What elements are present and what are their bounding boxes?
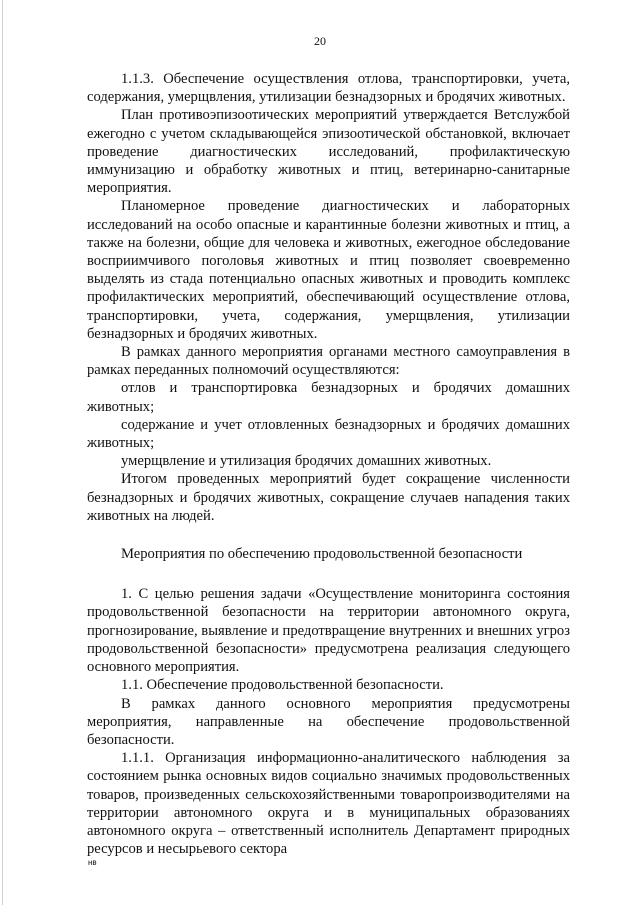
document-body	[87, 70, 570, 858]
paragraph-1-1-1: 1.1.1. Организация информационно-аналитического наблюдения за состоянием рынка основных видов социально значимых продовольственных товаров, произведенных сельскохозяйственными товаропроизводителями на территории автономного округа и в муниципальных образованиях автономного округа – ответственный исполнитель Департамент природных ресурсов и несырьевого сектора	[87, 750, 570, 858]
list-item-keeping: содержание и учет отловленных безнадзорных и бродячих домашних животных;	[87, 416, 570, 452]
paragraph-result: Итогом проведенных мероприятий будет сокращение численности безнадзорных и бродячих животных, сокращение случаев нападения таких животных на людей.	[87, 471, 570, 524]
page-number: 20	[314, 34, 326, 48]
paragraph-plan: План противоэпизоотических мероприятий утверждается Ветслужбой ежегодно с учетом складывающейся эпизоотической обстановкой, включает проведение диагностических исследований, профилактическую иммунизацию и обработку животных и птиц, ветеринарно-санитарные мероприятия.	[87, 107, 570, 197]
paragraph-within-framework: В рамках данного основного мероприятия предусмотрены мероприятия, направленные на обеспечение продовольственной безопасности.	[87, 695, 570, 748]
footer-mark: нв	[88, 858, 97, 867]
paragraph-task-1: 1. С целью решения задачи «Осуществление мониторинга состояния продовольственной безопасности на территории автономного округа, прогнозирование, выявление и предотвращение внутренних и внешних угроз продовольственной безопасности» предусмотрена реализация следующего основного мероприятия.	[87, 586, 570, 676]
scan-edge-line	[2, 0, 3, 905]
section-heading: Мероприятия по обеспечению продовольственной безопасности	[121, 546, 523, 563]
list-item-capture: отлов и транспортировка безнадзорных и бродячих домашних животных;	[87, 380, 570, 415]
list-item-disposal: умерщвление и утилизация бродячих домашних животных.	[121, 453, 492, 470]
paragraph-diagnostics: Планомерное проведение диагностических и лабораторных исследований на особо опасные и карантинные болезни животных и птиц, а также на болезни, общие для человека и животных, ежегодное обследование восприимчивого поголовья животных и птиц позволяет своевременно выделять из стада потенциально опасных животных и проводить комплекс профилактических мероприятий, обеспечивающий осуществление отлова, транспортировки, учета, содержания, умерщвления, утилизации безнадзорных и бродячих животных.	[87, 198, 570, 342]
paragraph-1-1-3: 1.1.3. Обеспечение осуществления отлова, транспортировки, учета, содержания, умерщвления, утилизации безнадзорных и бродячих животных.	[87, 71, 570, 106]
paragraph-1-1: 1.1. Обеспечение продовольственной безопасности.	[121, 677, 444, 694]
paragraph-local-government: В рамках данного мероприятия органами местного самоуправления в рамках переданных полномочий осуществляются:	[87, 344, 570, 379]
